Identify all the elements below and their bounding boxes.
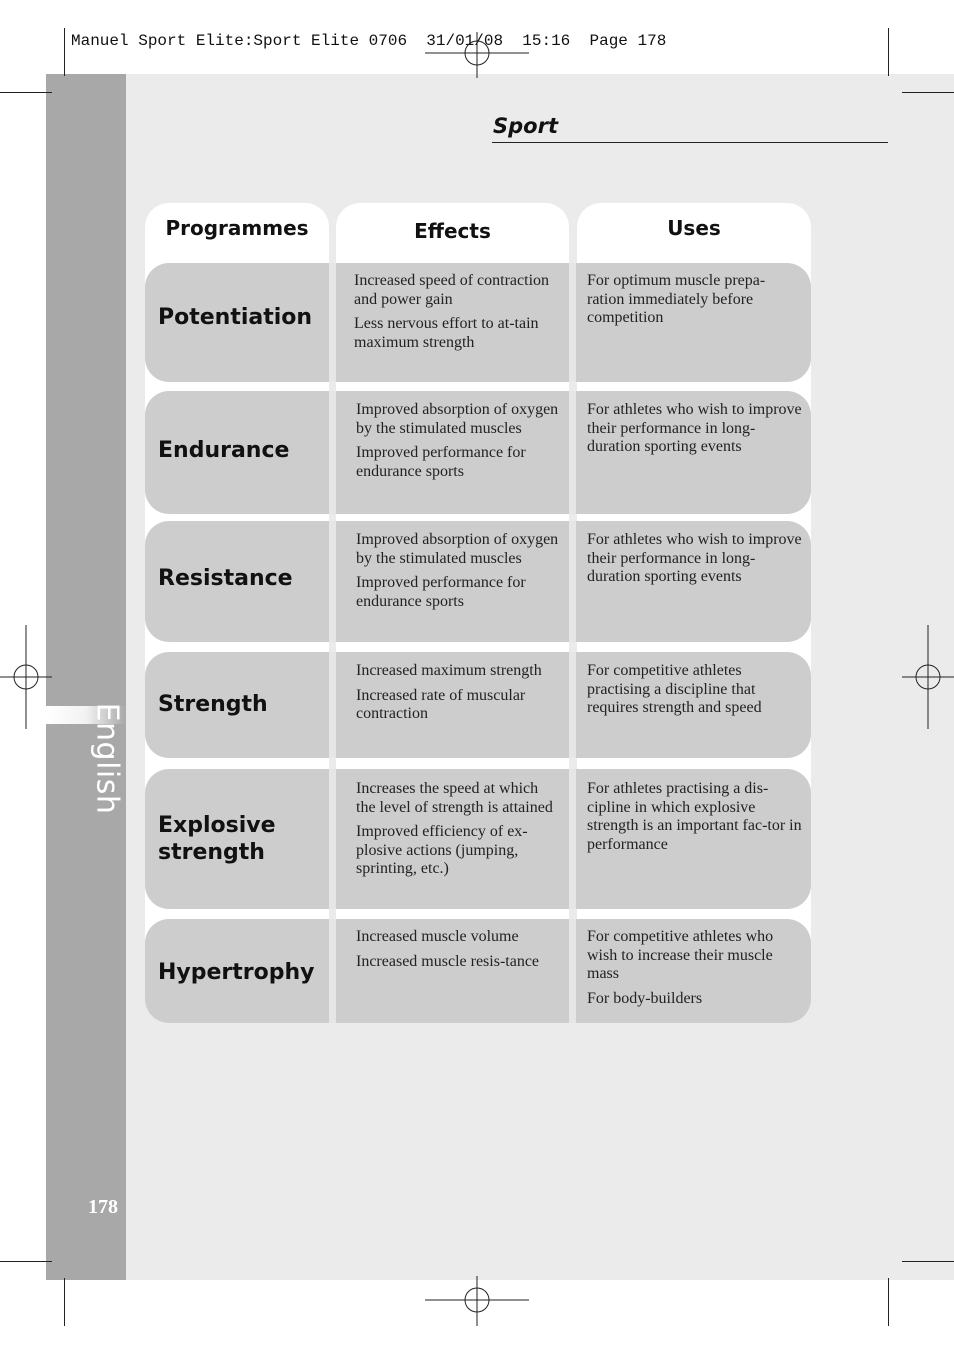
column-separator <box>329 769 336 909</box>
effect-text: Improved absorption of oxygen by the stimulated muscles <box>356 531 559 567</box>
effects-cell <box>356 662 561 730</box>
use-text: For athletes practising a dis-cipline in which explosive strength is an important fac-tor in performance <box>587 780 802 853</box>
header-uses: Uses <box>667 216 721 240</box>
crop-mark <box>902 92 954 93</box>
table-row <box>145 263 811 382</box>
column-separator <box>569 263 576 382</box>
column-separator <box>569 521 576 642</box>
crop-mark <box>0 1261 52 1262</box>
section-title: Sport <box>493 114 558 138</box>
table-row <box>145 391 811 514</box>
crop-mark <box>888 28 889 76</box>
use-text: For body-builders <box>587 989 703 1007</box>
crop-mark <box>64 28 65 76</box>
column-separator <box>569 652 576 758</box>
column-separator <box>329 263 336 382</box>
table-row <box>145 521 811 642</box>
programme-name: Strength <box>158 692 268 717</box>
language-label: English <box>89 702 125 814</box>
programme-name: Resistance <box>158 566 293 591</box>
programme-name: Endurance <box>158 438 290 463</box>
effect-text: Increased rate of muscular contraction <box>356 686 526 722</box>
crop-mark <box>902 1261 954 1262</box>
section-rule <box>492 142 888 143</box>
registration-mark-icon <box>902 625 954 729</box>
effect-text: Improved performance for endurance sports <box>356 574 526 610</box>
use-text: For competitive athletes who wish to increase their muscle mass <box>587 928 774 982</box>
use-text: For athletes who wish to improve their performance in long-duration sporting events <box>587 531 802 585</box>
effect-text: Increased muscle volume <box>356 928 519 945</box>
effect-text: Improved performance for endurance sports <box>356 444 526 480</box>
effects-cell <box>354 272 559 358</box>
column-separator <box>329 919 336 1023</box>
use-text: For athletes who wish to improve their performance in long-duration sporting events <box>587 401 802 455</box>
effects-cell <box>356 401 561 487</box>
column-separator <box>569 391 576 514</box>
uses-cell <box>587 662 802 724</box>
uses-cell <box>587 531 802 593</box>
crop-mark <box>64 1278 65 1326</box>
uses-cell <box>587 272 802 334</box>
table-row <box>145 769 811 909</box>
programmes-table <box>145 203 811 1023</box>
uses-cell <box>587 780 802 860</box>
crop-mark <box>888 1278 889 1326</box>
print-slug-line: Manuel Sport Elite:Sport Elite 0706 31/01/08 15:16 Page 178 <box>71 32 667 50</box>
effect-text: Increased maximum strength <box>356 662 542 679</box>
column-separator <box>329 391 336 514</box>
effect-text: Increased speed of contraction and power gain <box>354 272 550 308</box>
registration-mark-icon <box>425 32 529 78</box>
effect-text: Less nervous effort to at-tain maximum strength <box>354 315 539 351</box>
effect-text: Improved efficiency of ex-plosive actions (jumping, sprinting, etc.) <box>356 823 528 877</box>
registration-mark-icon <box>425 1276 529 1326</box>
use-text: For optimum muscle prepa-ration immediately before competition <box>587 272 766 326</box>
effects-cell <box>356 531 561 617</box>
programme-name: Potentiation <box>158 305 313 330</box>
effects-cell <box>356 780 561 885</box>
column-separator <box>329 521 336 642</box>
table-row <box>145 919 811 1023</box>
crop-mark <box>0 92 52 93</box>
column-separator <box>329 652 336 758</box>
uses-cell <box>587 928 802 1014</box>
effect-text: Increases the speed at which the level of strength is attained <box>356 780 553 816</box>
table-row <box>145 652 811 758</box>
effects-cell <box>356 928 561 977</box>
uses-cell <box>587 401 802 463</box>
effect-text: Improved absorption of oxygen by the stimulated muscles <box>356 401 559 437</box>
programme-name: Explosive strength <box>158 813 276 865</box>
header-effects: Effects <box>414 219 491 243</box>
use-text: For competitive athletes practising a discipline that requires strength and speed <box>587 662 762 716</box>
programme-name: Hypertrophy <box>158 960 315 985</box>
registration-mark-icon <box>0 625 52 729</box>
page-number: 178 <box>88 1196 118 1218</box>
column-separator <box>569 769 576 909</box>
effect-text: Increased muscle resis-tance <box>356 952 540 970</box>
column-separator <box>569 919 576 1023</box>
side-bar <box>46 74 126 1280</box>
header-programmes: Programmes <box>165 216 309 240</box>
